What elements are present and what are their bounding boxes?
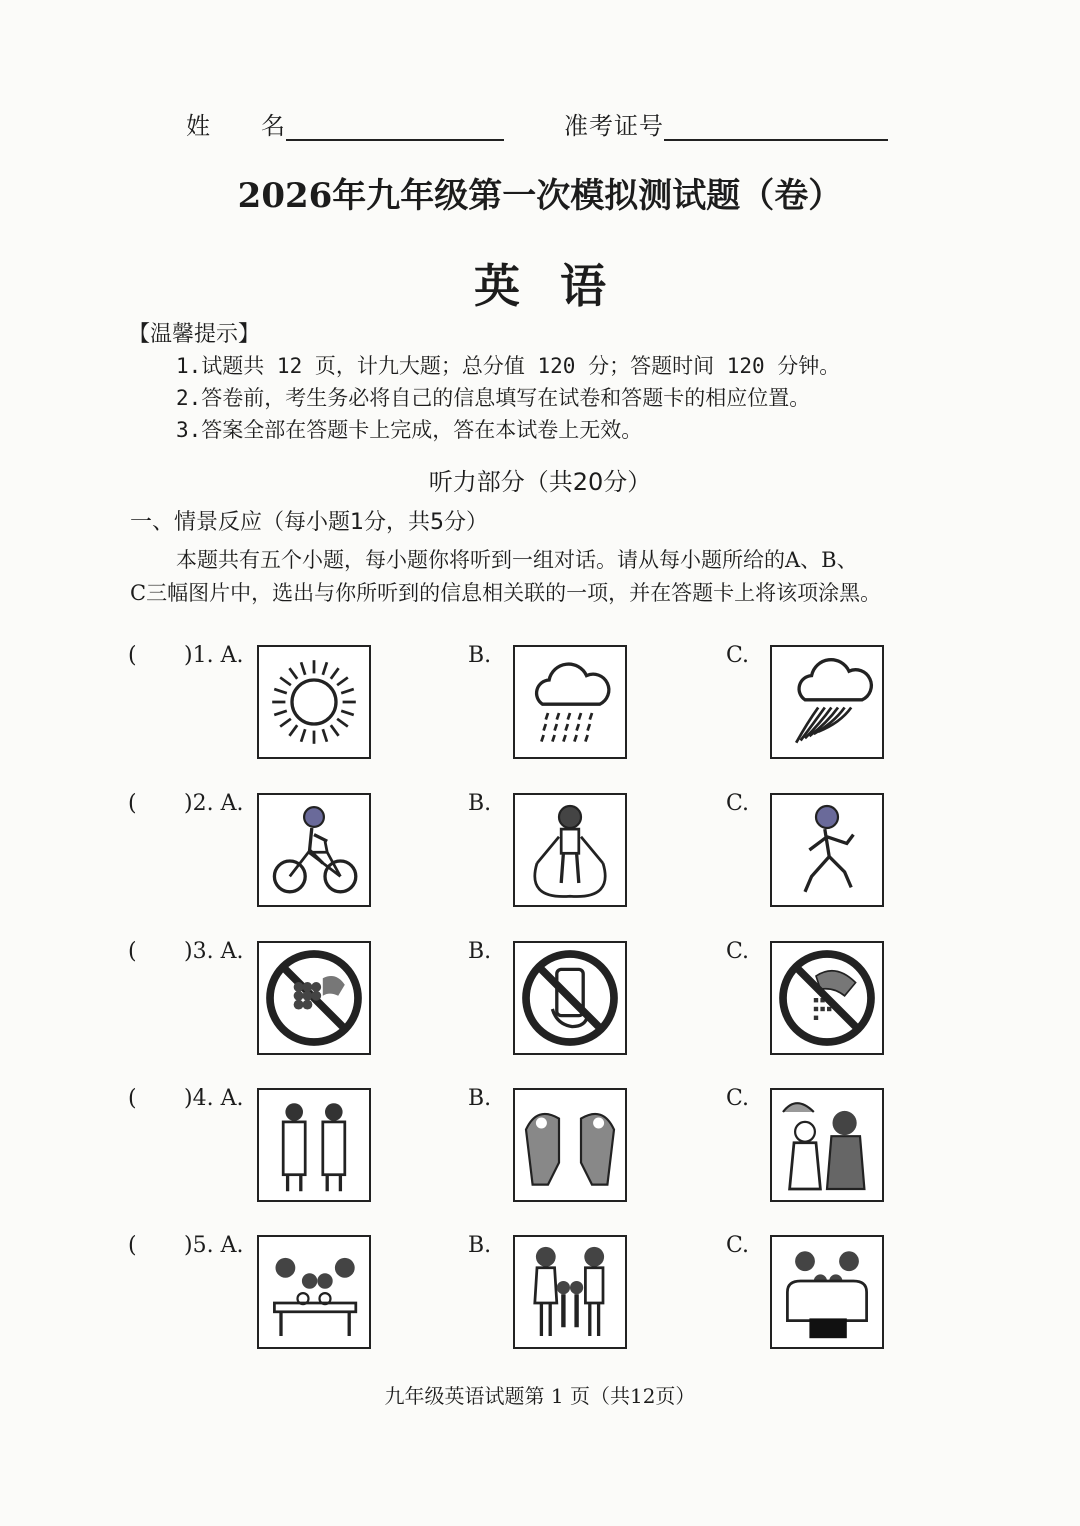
girl-skipping-rope-icon[interactable] (513, 793, 627, 907)
family-walk-icon[interactable] (513, 1235, 627, 1349)
question-number: )1. A. (184, 643, 244, 668)
crosstalk-performers-icon[interactable] (257, 1088, 371, 1202)
exam-id-label: 准考证号 (564, 112, 664, 140)
question-number: )3. A. (184, 939, 244, 964)
family-watching-tv-icon[interactable] (770, 1235, 884, 1349)
answer-paren: ( (128, 643, 137, 668)
name-underline (286, 115, 504, 141)
option-label: C. (726, 1086, 750, 1111)
answer-paren: ( (128, 939, 137, 964)
no-picking-fruit-icon[interactable] (257, 941, 371, 1055)
option-label: B. (468, 643, 492, 668)
name-label: 姓 名 (186, 112, 286, 140)
option-label: B. (468, 939, 492, 964)
listening-heading: 听力部分（共20分） (428, 468, 652, 496)
section1-instruction: 本题共有五个小题，每小题你将听到一组对话。请从每小题所给的A、B、 (176, 548, 858, 572)
exam-title: 2026年九年级第一次模拟测试题（卷） (237, 176, 843, 216)
answer-paren: ( (128, 1233, 137, 1258)
page-footer: 九年级英语试题第 1 页（共12页） (384, 1384, 696, 1408)
no-littering-icon[interactable] (770, 941, 884, 1055)
subject-title: 英语 (474, 259, 646, 313)
question-number: )4. A. (184, 1086, 244, 1111)
exam-id-field (564, 106, 888, 141)
exam-id-underline (664, 115, 888, 141)
option-label: C. (726, 1233, 750, 1258)
girl-cycling-icon[interactable] (257, 793, 371, 907)
answer-paren: ( (128, 791, 137, 816)
option-label: B. (468, 791, 492, 816)
option-label: B. (468, 1086, 492, 1111)
section1-instruction: C三幅图片中，选出与你所听到的信息相关联的一项，并在答题卡上将该项涂黑。 (130, 581, 882, 605)
family-dinner-icon[interactable] (257, 1235, 371, 1349)
answer-paren: ( (128, 1086, 137, 1111)
no-phone-icon[interactable] (513, 941, 627, 1055)
tip-item: 1.试题共 12 页，计九大题；总分值 120 分；答题时间 120 分钟。 (176, 354, 841, 378)
question-number: )5. A. (184, 1233, 244, 1258)
section1-heading: 一、情景反应（每小题1分，共5分） (130, 510, 488, 535)
sun-icon[interactable] (257, 645, 371, 759)
tip-item: 3.答案全部在答题卡上完成，答在本试卷上无效。 (176, 418, 643, 442)
rain-cloud-icon[interactable] (513, 645, 627, 759)
question-number: )2. A. (184, 791, 244, 816)
wind-rain-cloud-icon[interactable] (770, 645, 884, 759)
tip-item: 2.答卷前，考生务必将自己的信息填写在试卷和答题卡的相应位置。 (176, 386, 811, 410)
option-label: B. (468, 1233, 492, 1258)
option-label: C. (726, 939, 750, 964)
lion-dance-icon[interactable] (513, 1088, 627, 1202)
peking-opera-icon[interactable] (770, 1088, 884, 1202)
girl-running-icon[interactable] (770, 793, 884, 907)
tips-heading: 【温馨提示】 (128, 322, 261, 347)
name-field (186, 106, 504, 141)
option-label: C. (726, 791, 750, 816)
option-label: C. (726, 643, 750, 668)
